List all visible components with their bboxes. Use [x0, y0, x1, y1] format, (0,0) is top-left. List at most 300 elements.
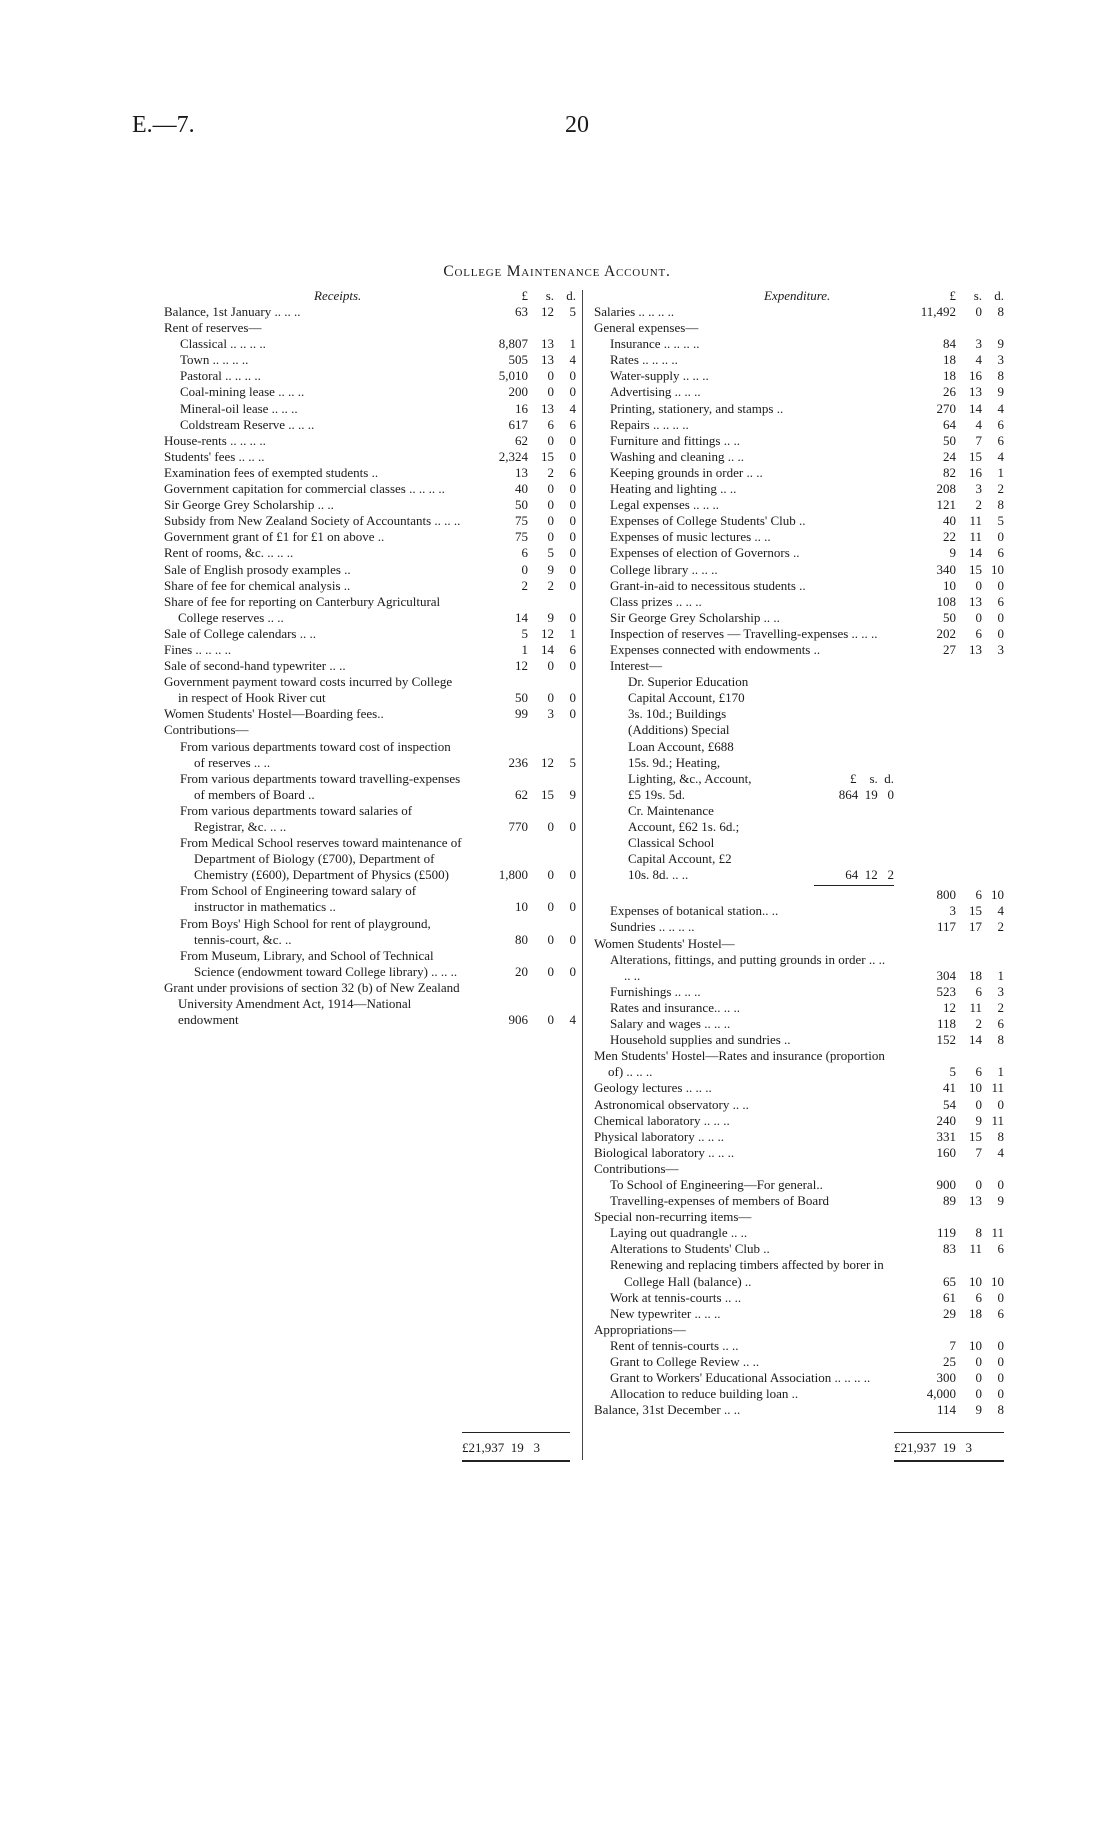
amount-pence: 4: [997, 448, 1004, 464]
amount-pence: 8: [997, 1032, 1004, 1048]
amount-pence: 0: [569, 931, 576, 947]
row-description: Rates .. .. .. ..: [610, 352, 678, 368]
amount-shillings: 0: [547, 1012, 554, 1028]
row-description: Insurance .. .. .. ..: [610, 336, 700, 352]
table-row: [594, 658, 1004, 674]
amount-pence: 5: [569, 304, 576, 319]
row-amount: [904, 1064, 1004, 1080]
amount-pence: 0: [569, 497, 576, 513]
amount-pence: 4: [569, 1012, 576, 1028]
amount-pounds: 40: [943, 513, 956, 529]
row-description: College library .. .. ..: [610, 561, 718, 577]
row-description: New typewriter .. .. ..: [610, 1305, 721, 1321]
row-amount: [476, 449, 576, 465]
row-description: To School of Engineering—For general..: [610, 1176, 823, 1192]
row-amount: [904, 449, 1004, 465]
amount-pence: 1: [569, 336, 576, 352]
column-divider: [582, 290, 583, 1460]
amount-pounds: 505: [508, 352, 528, 368]
amount-shillings: 0: [547, 384, 554, 400]
amount-pence: 8: [997, 1402, 1004, 1418]
row-description: Sale of College calendars .. ..: [164, 625, 316, 641]
row-amount: [904, 529, 1004, 545]
row-amount: [904, 1274, 1004, 1290]
receipts-list: [164, 304, 576, 1028]
row-description: Expenses of music lectures .. ..: [610, 529, 771, 545]
row-description: Coldstream Reserve .. .. ..: [180, 416, 315, 432]
row-description: Rent of rooms, &c. .. .. ..: [164, 545, 294, 561]
amount-pence: 6: [997, 1305, 1004, 1321]
amount-shillings: 15: [541, 786, 554, 802]
table-row: [594, 1129, 1004, 1145]
amount-shillings: 13: [969, 641, 982, 657]
row-amount: [904, 1225, 1004, 1241]
row-amount: [904, 1000, 1004, 1016]
amount-shillings: 0: [547, 529, 554, 545]
amount-shillings: 16: [969, 464, 982, 480]
amount-pounds: 114: [936, 1402, 956, 1418]
amount-pence: 0: [997, 1337, 1004, 1353]
row-description: Interest—: [610, 658, 662, 674]
amount-pence: 5: [997, 513, 1004, 529]
row-description: Geology lectures .. .. ..: [594, 1080, 712, 1096]
interest-dr-amount-row: [594, 770, 1004, 803]
amount-pounds: 83: [943, 1241, 956, 1257]
amount-shillings: 2: [547, 464, 554, 480]
row-amount: [904, 1129, 1004, 1145]
amount-pounds: 121: [936, 497, 956, 513]
amount-shillings: 12: [541, 304, 554, 319]
table-row: [594, 1193, 1004, 1209]
row-amount: [476, 1012, 576, 1028]
table-row: [164, 706, 576, 722]
amount-pence: 0: [569, 706, 576, 722]
amount-pence: 2: [997, 481, 1004, 497]
amount-shillings: 0: [547, 513, 554, 529]
row-amount: [904, 642, 1004, 658]
amount-pounds: 10: [943, 577, 956, 593]
amount-pence: 0: [569, 690, 576, 706]
row-amount: [904, 497, 1004, 513]
amount-pounds: 12: [943, 999, 956, 1015]
table-row: [164, 529, 576, 545]
amount-shillings: 0: [547, 481, 554, 497]
row-description: Work at tennis-courts .. ..: [610, 1289, 742, 1305]
amount-shillings: 11: [969, 513, 982, 529]
table-row: [594, 578, 1004, 594]
table-row: [164, 626, 576, 642]
table-row: [164, 642, 576, 658]
table-row: [594, 1000, 1004, 1016]
amount-pence: 0: [997, 1096, 1004, 1112]
amount-pounds: 200: [508, 384, 528, 400]
row-amount: [904, 1402, 1004, 1418]
row-amount: [476, 755, 576, 771]
row-description: Grant under provisions of section 32 (b) of New Zealand University Amendment Act, 1914—National endowment: [164, 979, 460, 1028]
row-amount: [476, 610, 576, 626]
amount-pence: 0: [997, 577, 1004, 593]
row-description: Subsidy from New Zealand Society of Accountants .. .. ..: [164, 513, 461, 529]
table-row: [594, 1032, 1004, 1048]
amount-shillings: 17: [969, 919, 982, 935]
table-row: [594, 1209, 1004, 1225]
amount-pounds: 41: [943, 1080, 956, 1096]
row-amount: [904, 304, 1004, 320]
row-amount: [904, 1032, 1004, 1048]
amount-shillings: 0: [547, 368, 554, 384]
table-row: [164, 803, 576, 835]
amount-shillings: 13: [541, 400, 554, 416]
unit-pounds: £: [949, 288, 956, 303]
amount-shillings: 0: [547, 899, 554, 915]
row-amount: [476, 964, 576, 980]
row-description: Washing and cleaning .. ..: [610, 448, 744, 464]
table-row: [594, 1338, 1004, 1354]
amount-shillings: 14: [969, 1032, 982, 1048]
expenditure-heading: Expenditure.: [764, 288, 831, 303]
table-row: [594, 368, 1004, 384]
table-row: [594, 497, 1004, 513]
table-row: [594, 513, 1004, 529]
amount-pence: 0: [569, 513, 576, 529]
row-description: Government payment toward costs incurred by College in respect of Hook River cut: [164, 674, 453, 706]
row-description: Mineral-oil lease .. .. ..: [180, 400, 298, 416]
amount-shillings: 3: [547, 706, 554, 722]
amount-pounds: 75: [515, 529, 528, 545]
amount-shillings: 15: [969, 1128, 982, 1144]
row-amount: [476, 899, 576, 915]
table-row: [164, 449, 576, 465]
amount-pounds: 2,324: [498, 448, 528, 464]
amount-pounds: 240: [936, 1112, 956, 1128]
row-amount: [904, 513, 1004, 529]
amount-pence: 1: [569, 625, 576, 641]
row-amount: [904, 984, 1004, 1000]
table-row: [594, 952, 1004, 984]
page-number: 20: [565, 112, 589, 138]
interest-cr-amount: 64 12 2: [845, 867, 894, 883]
amount-shillings: 0: [547, 819, 554, 834]
unit-shillings: s.: [545, 288, 554, 303]
row-description: Allocation to reduce building loan ..: [610, 1386, 799, 1402]
amount-pence: 4: [569, 400, 576, 416]
row-amount: [476, 384, 576, 400]
row-amount: [904, 417, 1004, 433]
amount-pounds: 523: [936, 983, 956, 999]
row-description: Women Students' Hostel—Boarding fees..: [164, 706, 384, 722]
row-amount: [904, 1209, 1004, 1225]
amount-pence: 4: [997, 400, 1004, 416]
row-amount: [904, 1145, 1004, 1161]
row-description: Sale of English prosody examples ..: [164, 561, 351, 577]
row-amount: [904, 384, 1004, 400]
amount-shillings: 3: [975, 336, 982, 352]
amount-pence: 0: [569, 481, 576, 497]
table-row: [594, 919, 1004, 935]
expenditure-list: [594, 304, 1004, 674]
table-row: [164, 320, 576, 336]
row-description: Women Students' Hostel—: [594, 935, 735, 951]
row-amount: [476, 336, 576, 352]
amount-shillings: 4: [975, 416, 982, 432]
row-amount: [904, 1290, 1004, 1306]
amount-shillings: 0: [975, 609, 982, 625]
amount-pounds: 80: [515, 931, 528, 947]
amount-shillings: 15: [541, 448, 554, 464]
unit-pounds: £: [521, 288, 528, 303]
amount-pence: 1: [997, 1064, 1004, 1080]
amount-pence: 6: [569, 416, 576, 432]
row-description: Sir George Grey Scholarship .. ..: [164, 497, 334, 513]
row-amount: [904, 1322, 1004, 1338]
expenditure-units: [904, 288, 1004, 304]
amount-shillings: 13: [541, 352, 554, 368]
table-row: [164, 948, 576, 980]
table-row: [164, 417, 576, 433]
table-row: [594, 529, 1004, 545]
amount-pence: 0: [569, 577, 576, 593]
amount-pounds: 61: [943, 1289, 956, 1305]
amount-pence: 8: [997, 497, 1004, 513]
amount-shillings: 9: [975, 1402, 982, 1418]
row-description: Advertising .. .. ..: [610, 384, 701, 400]
amount-pounds: 152: [936, 1032, 956, 1048]
row-amount: [904, 368, 1004, 384]
amount-shillings: 6: [547, 416, 554, 432]
row-description: Renewing and replacing timbers affected by borer in College Hall (balance) ..: [610, 1257, 884, 1289]
amount-pounds: 65: [943, 1273, 956, 1289]
amount-pounds: 108: [936, 593, 956, 609]
amount-shillings: 14: [541, 641, 554, 657]
amount-pence: 10: [991, 887, 1004, 903]
row-amount: [904, 481, 1004, 497]
amount-shillings: 0: [547, 432, 554, 448]
table-row: [594, 1354, 1004, 1370]
amount-pounds: 270: [936, 400, 956, 416]
row-amount: [904, 1113, 1004, 1129]
table-row: [164, 401, 576, 417]
row-amount: [476, 401, 576, 417]
table-row: [594, 936, 1004, 952]
amount-pounds: 29: [943, 1305, 956, 1321]
row-amount: [904, 1386, 1004, 1402]
amount-pence: 4: [997, 903, 1004, 919]
row-amount: [904, 626, 1004, 642]
amount-pounds: 25: [943, 1354, 956, 1369]
amount-pounds: 1,800: [498, 867, 528, 883]
amount-pounds: 340: [936, 561, 956, 577]
amount-pounds: 236: [508, 754, 528, 770]
expenditure-total-rule: [894, 1432, 1004, 1433]
amount-pounds: 118: [936, 1016, 956, 1032]
amount-pence: 6: [997, 432, 1004, 448]
receipts-header: [164, 288, 576, 304]
amount-pounds: 54: [943, 1096, 956, 1112]
amount-shillings: 0: [975, 1370, 982, 1386]
amount-shillings: 13: [541, 336, 554, 352]
interest-dr-text: Dr. Superior Education Capital Account, £170 3s. 10d.; Buildings (Additions) Special Loan Account, £688 15s. 9d.; Heating, Lighting, &c., Account, £5 19s. 5d.: [628, 674, 752, 802]
row-amount: [904, 903, 1004, 919]
amount-shillings: 6: [975, 625, 982, 641]
amount-pence: 0: [569, 963, 576, 979]
amount-shillings: 0: [975, 1386, 982, 1402]
amount-pence: 2: [997, 999, 1004, 1015]
row-description: Inspection of reserves — Travelling-expenses .. .. ..: [610, 625, 878, 641]
amount-shillings: 9: [547, 609, 554, 625]
row-amount: [476, 642, 576, 658]
table-row: [594, 610, 1004, 626]
row-description: Grant to Workers' Educational Association .. .. .. ..: [610, 1370, 871, 1386]
row-description: Travelling-expenses of members of Board: [610, 1193, 830, 1209]
amount-pence: 3: [997, 641, 1004, 657]
amount-pence: 11: [991, 1112, 1004, 1128]
amount-pounds: 89: [943, 1193, 956, 1209]
amount-pounds: 64: [943, 416, 956, 432]
amount-pounds: 24: [943, 448, 956, 464]
amount-pence: 0: [997, 609, 1004, 625]
table-row: [594, 1016, 1004, 1032]
amount-pounds: 617: [508, 416, 528, 432]
amount-pounds: 7: [949, 1337, 956, 1353]
amount-pence: 0: [997, 1386, 1004, 1402]
row-description: Appropriations—: [594, 1321, 686, 1337]
row-amount: [476, 481, 576, 497]
amount-pounds: 770: [508, 819, 528, 834]
amount-pounds: 5: [521, 625, 528, 641]
amount-pounds: 50: [515, 690, 528, 706]
amount-pence: 10: [991, 561, 1004, 577]
receipts-column: [164, 288, 576, 1028]
row-description: Contributions—: [594, 1160, 679, 1176]
amount-pence: 3: [997, 352, 1004, 368]
amount-shillings: 10: [969, 1337, 982, 1353]
amount-pounds: 5,010: [498, 368, 528, 384]
table-row: [594, 1097, 1004, 1113]
row-description: Furnishings .. .. ..: [610, 983, 701, 999]
table-row: [594, 401, 1004, 417]
table-row: [164, 545, 576, 561]
row-description: From various departments toward travelling-expenses of members of Board ..: [180, 770, 461, 802]
interest-subtotal-rule: [814, 885, 894, 886]
amount-shillings: 2: [975, 497, 982, 513]
row-description: From various departments toward cost of inspection of reserves .. ..: [180, 738, 451, 770]
row-amount: [904, 352, 1004, 368]
expenditure-column: [594, 288, 1004, 1418]
table-row: [594, 1322, 1004, 1338]
row-amount: [904, 658, 1004, 674]
table-row: [594, 1386, 1004, 1402]
row-amount: [476, 513, 576, 529]
table-row: [164, 481, 576, 497]
amount-pence: 0: [569, 448, 576, 464]
row-amount: [476, 497, 576, 513]
table-row: [594, 320, 1004, 336]
row-amount: [476, 465, 576, 481]
table-row: [594, 1370, 1004, 1386]
table-row: [594, 984, 1004, 1000]
amount-pence: 9: [569, 786, 576, 802]
row-description: Town .. .. .. ..: [180, 352, 249, 368]
row-description: Physical laboratory .. .. ..: [594, 1128, 724, 1144]
amount-pounds: 99: [515, 706, 528, 722]
amount-pence: 11: [991, 1080, 1004, 1096]
table-row: [594, 1048, 1004, 1080]
row-amount: [476, 706, 576, 722]
table-row: [594, 1290, 1004, 1306]
amount-pounds: 63: [515, 304, 528, 319]
row-description: Printing, stationery, and stamps ..: [610, 400, 784, 416]
table-row: [594, 1306, 1004, 1322]
amount-pounds: 50: [515, 497, 528, 513]
table-row: [164, 674, 576, 706]
row-description: Astronomical observatory .. ..: [594, 1096, 749, 1112]
row-description: Grant to College Review .. ..: [610, 1354, 760, 1369]
table-row: [594, 384, 1004, 400]
amount-shillings: 11: [969, 999, 982, 1015]
row-amount: [476, 352, 576, 368]
row-description: Grant-in-aid to necessitous students ..: [610, 577, 806, 593]
amount-pence: 4: [569, 352, 576, 368]
amount-shillings: 6: [975, 1289, 982, 1305]
amount-shillings: 13: [969, 1193, 982, 1209]
amount-pence: 0: [569, 432, 576, 448]
interest-net-row: [594, 887, 1004, 903]
amount-pence: 10: [991, 1273, 1004, 1289]
table-row: [164, 916, 576, 948]
amount-pence: 0: [997, 1289, 1004, 1305]
amount-pounds: 50: [943, 432, 956, 448]
amount-pounds: 13: [515, 464, 528, 480]
row-description: Salaries .. .. .. ..: [594, 304, 675, 319]
row-amount: [904, 594, 1004, 610]
table-row: [164, 980, 576, 1028]
row-amount: [476, 529, 576, 545]
row-amount: [904, 1016, 1004, 1032]
amount-pence: 6: [997, 545, 1004, 561]
amount-shillings: 14: [969, 545, 982, 561]
interest-dr-units: £ s. d.: [849, 770, 894, 786]
amount-shillings: 18: [969, 1305, 982, 1321]
amount-pence: 0: [569, 529, 576, 545]
amount-pence: 9: [997, 384, 1004, 400]
expenditure-list-continued: [594, 903, 1004, 1418]
amount-shillings: 0: [547, 658, 554, 674]
amount-pence: 11: [991, 1225, 1004, 1241]
table-row: [164, 352, 576, 368]
amount-pounds: 50: [943, 609, 956, 625]
row-description: Household supplies and sundries ..: [610, 1032, 791, 1048]
amount-shillings: 12: [541, 754, 554, 770]
amount-pounds: 18: [943, 368, 956, 384]
row-description: Share of fee for chemical analysis ..: [164, 577, 351, 593]
amount-pounds: 18: [943, 352, 956, 368]
table-row: [164, 835, 576, 883]
row-description: Water-supply .. .. ..: [610, 368, 709, 384]
row-description: Balance, 31st December .. ..: [594, 1402, 741, 1418]
amount-pounds: 3: [949, 903, 956, 919]
table-row: [594, 626, 1004, 642]
table-row: [594, 304, 1004, 320]
row-amount: [904, 610, 1004, 626]
amount-pounds: 202: [936, 625, 956, 641]
row-amount: [476, 658, 576, 674]
amount-pounds: 26: [943, 384, 956, 400]
amount-pounds: 800: [936, 887, 956, 903]
interest-dr-amount: 864 19 0: [838, 786, 894, 802]
row-amount: [476, 787, 576, 803]
row-amount: [476, 690, 576, 706]
row-description: Rent of tennis-courts .. ..: [610, 1337, 739, 1353]
